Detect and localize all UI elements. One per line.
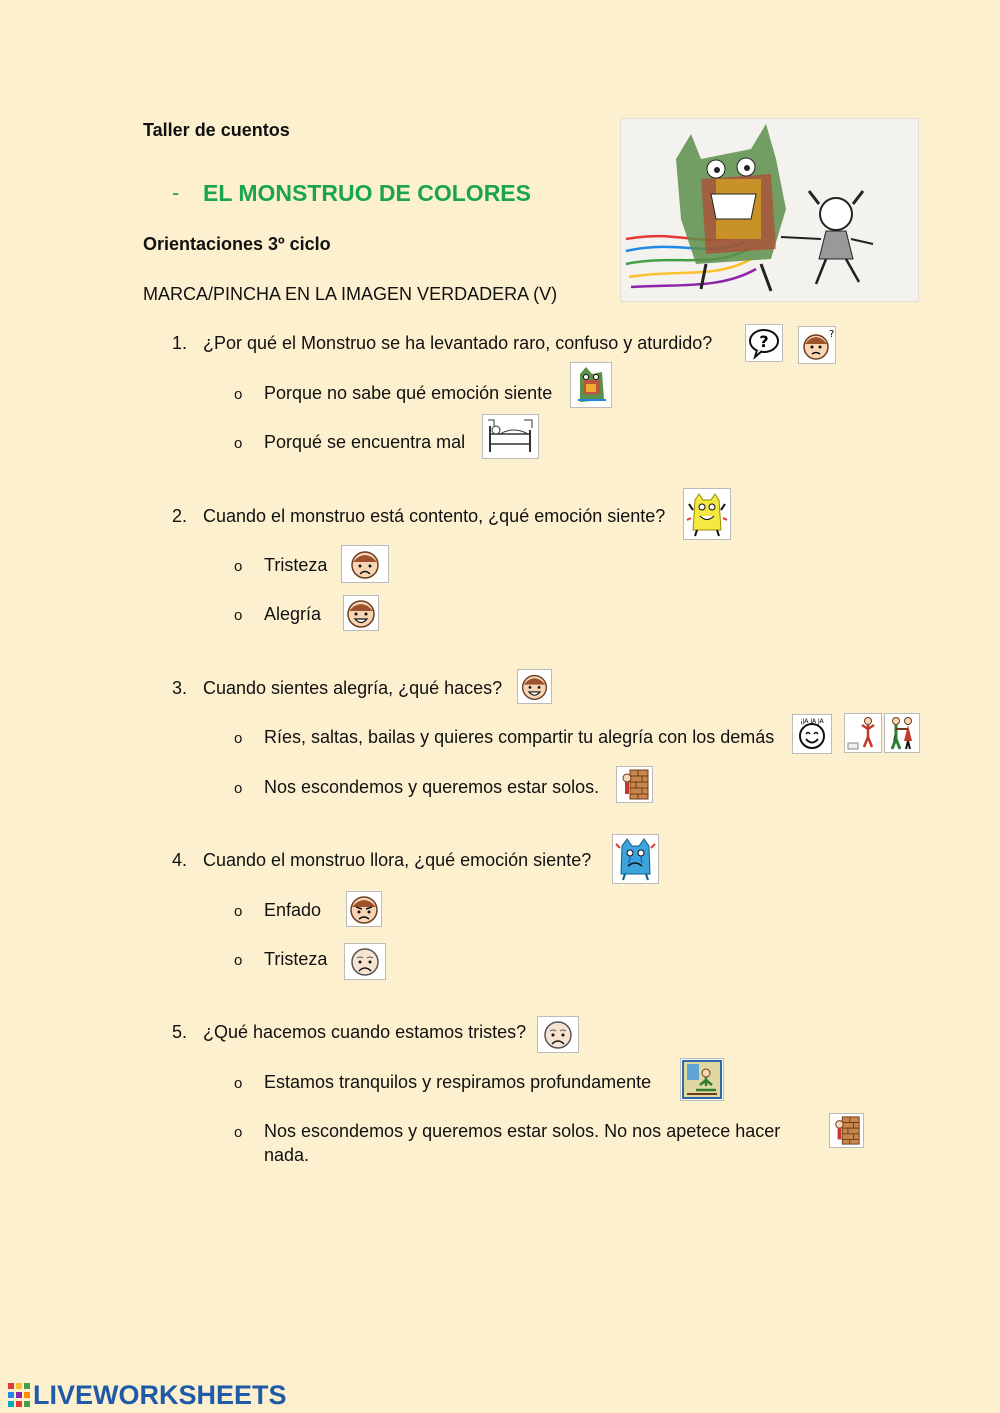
option-3b-bullet: o — [234, 780, 243, 797]
question-4-number: 4. — [172, 850, 188, 870]
subtitle: Orientaciones 3º ciclo — [143, 234, 331, 254]
liveworksheets-logo[interactable] — [8, 1380, 287, 1410]
option-4a-text[interactable]: Enfado — [264, 900, 322, 920]
sick-bed-icon[interactable] — [482, 414, 539, 459]
dancing-couple-icon[interactable] — [884, 713, 920, 753]
course-label: Taller de cuentos — [143, 120, 290, 140]
option-1a-bullet: o — [234, 386, 243, 403]
option-2b-bullet: o — [234, 607, 243, 624]
meditation-icon[interactable] — [680, 1058, 724, 1101]
question-5-text: ¿Qué hacemos cuando estamos tristes? — [203, 1022, 527, 1042]
page-title: EL MONSTRUO DE COLORES — [203, 180, 531, 206]
joy-face-icon — [517, 669, 552, 704]
colorful-monster-icon[interactable] — [570, 362, 612, 408]
sad-face-icon[interactable] — [341, 545, 389, 583]
sad-face-small-icon — [537, 1016, 579, 1053]
question-1-number: 1. — [172, 333, 188, 353]
option-4b-text[interactable]: Tristeza — [264, 949, 328, 969]
option-5b-text[interactable] — [264, 1121, 814, 1142]
monster-illustration — [620, 118, 919, 302]
question-2-number: 2. — [172, 506, 188, 526]
question-3-text: Cuando sientes alegría, ¿qué haces? — [203, 678, 503, 698]
option-1b-bullet: o — [234, 435, 243, 452]
yellow-monster-icon — [683, 488, 731, 540]
option-2b-text[interactable]: Alegría — [264, 604, 322, 624]
hiding-wall-icon-2[interactable] — [829, 1113, 864, 1148]
option-2a-text[interactable]: Tristeza — [264, 555, 328, 575]
option-3a-bullet: o — [234, 730, 243, 747]
question-5-number: 5. — [172, 1022, 188, 1042]
svg-text:¡JA JA JA: ¡JA JA JA — [800, 718, 824, 725]
option-1b-text[interactable]: Porqué se encuentra mal — [264, 432, 466, 452]
sad-old-face-icon[interactable] — [344, 943, 386, 980]
instruction: MARCA/PINCHA EN LA IMAGEN VERDADERA (V) — [143, 284, 558, 304]
option-2a-bullet: o — [234, 558, 243, 575]
option-1a-text[interactable]: Porque no sabe qué emoción siente — [264, 383, 553, 403]
option-3a-text[interactable]: Ríes, saltas, bailas y quieres compartir tu alegría con los demás — [264, 727, 775, 747]
option-5a-text[interactable]: Estamos tranquilos y respiramos profundamente — [264, 1072, 652, 1092]
question-1-text: ¿Por qué el Monstruo se ha levantado raro, confuso y aturdido? — [203, 333, 713, 353]
title-dash: - — [172, 180, 180, 205]
laughing-face-icon[interactable] — [792, 714, 832, 754]
jumping-child-icon[interactable] — [844, 713, 882, 753]
brand-name: LIVEWORKSHEETS — [33, 1379, 287, 1410]
option-5b-bullet: o — [234, 1124, 243, 1141]
option-5b-line1: Nos escondemos y queremos estar solos. No nos apetece hacer — [264, 1121, 781, 1141]
question-2-text: Cuando el monstruo está contento, ¿qué emoción siente? — [203, 506, 666, 526]
question-4-text: Cuando el monstruo llora, ¿qué emoción siente? — [203, 850, 592, 870]
hiding-wall-icon[interactable] — [616, 766, 653, 803]
question-3-number: 3. — [172, 678, 188, 698]
option-5a-bullet: o — [234, 1075, 243, 1092]
svg-text:?: ? — [829, 329, 834, 340]
option-4b-bullet: o — [234, 952, 243, 969]
logo-blocks-icon — [8, 1383, 30, 1407]
happy-face-icon[interactable] — [343, 595, 379, 631]
option-5b-text-cont[interactable]: nada. — [264, 1145, 310, 1165]
angry-face-icon[interactable] — [346, 891, 382, 927]
option-4a-bullet: o — [234, 903, 243, 920]
question-mark-icon — [745, 324, 783, 362]
svg-text:?: ? — [759, 332, 769, 351]
blue-monster-icon — [612, 834, 659, 884]
confused-face-icon — [798, 326, 836, 364]
option-3b-text[interactable]: Nos escondemos y queremos estar solos. — [264, 777, 600, 797]
